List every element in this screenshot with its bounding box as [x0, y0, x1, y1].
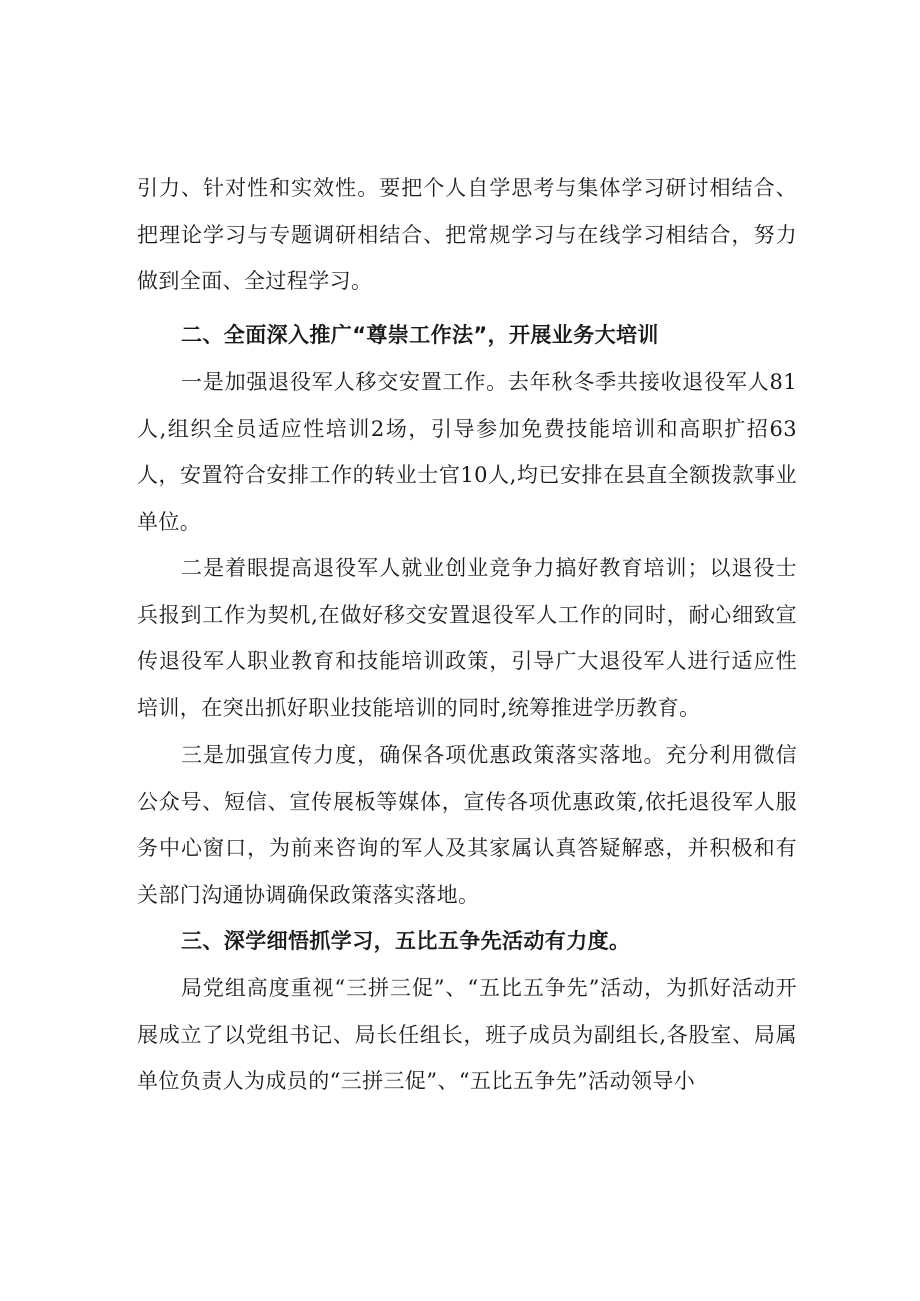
paragraph-continuation: 引力、针对性和实效性。要把个人自学思考与集体学习研讨相结合、把理论学习与专题调研相结合、把常规学习与在线学习相结合，努力做到全面、全过程学习。 — [137, 176, 797, 294]
paragraph-item-one: 一是加强退役军人移交安置工作。去年秋冬季共接收退役军人81人,组织全员适应性培训2场，引导参加免费技能培训和高职扩招63人，安置符合安排工作的转业士官10人,均已安排在县直全额拨款事业单位。 — [137, 370, 797, 535]
paragraph-item-three: 三是加强宣传力度，确保各项优惠政策落实落地。充分利用微信公众号、短信、宣传展板等媒体，宣传各项优惠政策,依托退役军人服务中心窗口，为前来咨询的军人及其家属认真答疑解惑，并积极和有关部门沟通协调确保政策落实落地。 — [137, 743, 797, 908]
section-heading-three: 三、深学细悟抓学习，五比五争先活动有力度。 — [181, 929, 631, 953]
paragraph-closing: 局党组高度重视“三拼三促”、“五比五争先”活动，为抓好活动开展成立了以党组书记、局长任组长，班子成员为副组长,各股室、局属单位负责人为成员的“三拼三促”、“五比五争先”活动领导小 — [137, 976, 797, 1094]
section-heading-two: 二、全面深入推广“尊崇工作法”，开展业务大培训 — [181, 323, 659, 347]
paragraph-item-two: 二是着眼提高退役军人就业创业竞争力搞好教育培训；以退役士兵报到工作为契机,在做好移交安置退役军人工作的同时，耐心细致宣传退役军人职业教育和技能培训政策，引导广大退役军人进行适应性培训，在突出抓好职业技能培训的同时,统筹推进学历教育。 — [137, 556, 797, 721]
